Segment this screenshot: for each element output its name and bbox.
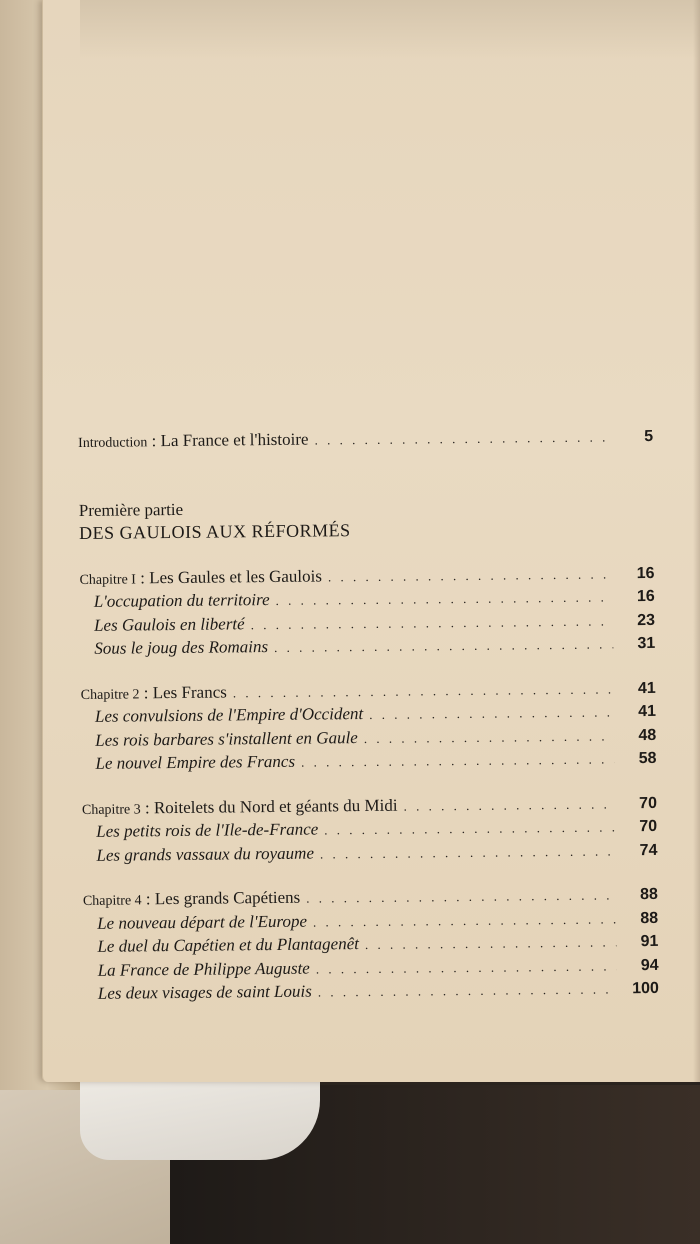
- toc-chapter-label: Chapitre I: [79, 571, 137, 588]
- toc-chapter-page: 16: [636, 564, 655, 582]
- leader-dots: [320, 843, 616, 862]
- toc-section-title: Sous le joug des Romains: [94, 637, 269, 658]
- toc-section-page: 88: [640, 909, 659, 927]
- toc-chapter-title: [82, 795, 398, 818]
- toc-chapter-page: 41: [637, 679, 656, 697]
- toc-section-title: Les grands vassaux du royaume: [96, 843, 315, 865]
- toc-section-page: 100: [632, 979, 659, 998]
- toc-chapter-text: Les Gaules et les Gaulois: [149, 565, 323, 587]
- leader-dots: [274, 636, 613, 656]
- toc-section-title: Le duel du Capétien et du Plantagenêt: [97, 934, 360, 956]
- toc-chapter-group: [82, 792, 658, 869]
- toc-section-page: 23: [637, 611, 656, 629]
- leader-dots: [403, 796, 615, 814]
- part-label: Première partie: [78, 499, 184, 520]
- toc-chapter-separator: :: [139, 682, 153, 702]
- toc-section-title: Les deux visages de saint Louis: [97, 981, 312, 1003]
- leader-dots: [314, 429, 611, 448]
- toc-intro: [78, 426, 653, 456]
- toc-chapter-page: 88: [639, 885, 658, 904]
- leader-dots: [364, 728, 615, 747]
- toc-section: [80, 633, 655, 663]
- toc-chapter-label: Chapitre 4: [82, 893, 142, 909]
- toc-section-page: 70: [639, 817, 658, 836]
- toc-chapter-label: Chapitre 3: [81, 801, 141, 818]
- toc-intro-title: [78, 430, 309, 452]
- toc-section-page: 31: [637, 634, 656, 653]
- leader-dots: [276, 589, 613, 609]
- leader-dots: [318, 981, 617, 1000]
- toc-intro-page: 5: [644, 427, 654, 446]
- toc-section-page: 16: [636, 587, 655, 606]
- toc-section-page: 74: [639, 841, 658, 859]
- leader-dots: [313, 911, 616, 930]
- toc-chapter-title: [81, 682, 227, 704]
- toc-chapter-group: [83, 884, 659, 1008]
- part-title: DES GAULOIS AUX RÉFORMÉS: [78, 519, 351, 543]
- leader-dots: [316, 958, 617, 977]
- toc-chapter-separator: :: [135, 567, 150, 587]
- toc-chapter-page: 70: [639, 794, 658, 812]
- toc-chapter-separator: :: [141, 889, 155, 909]
- toc-chapter-text: Les Francs: [152, 681, 227, 702]
- toc-section-page: 48: [638, 726, 657, 744]
- leader-dots: [365, 934, 617, 953]
- toc-intro-text: La France et l'histoire: [160, 429, 309, 451]
- toc-chapter-group: [81, 677, 657, 777]
- toc-section-page: 91: [640, 932, 659, 951]
- toc-section-page: 58: [638, 749, 657, 768]
- toc-chapter-text: Les grands Capétiens: [154, 887, 301, 909]
- toc-section-title: Les Gaulois en liberté: [93, 613, 245, 635]
- leader-dots: [324, 819, 615, 838]
- toc-chapter-separator: :: [140, 797, 154, 817]
- toc-section-title: L'occupation du territoire: [93, 590, 270, 611]
- chapters-list: [79, 562, 659, 1007]
- toc-section-title: Les convulsions de l'Empire d'Occident: [94, 704, 364, 726]
- toc-section-title: Les rois barbares s'installent en Gaule: [95, 727, 358, 750]
- toc-chapter-label: Chapitre 2: [80, 686, 140, 703]
- toc-section-title: La France de Philippe Auguste: [97, 958, 310, 980]
- leader-dots: [301, 751, 615, 770]
- table-of-contents: [78, 426, 659, 1028]
- toc-section: [81, 748, 656, 778]
- leader-dots: [328, 566, 613, 585]
- toc-chapter-group: [79, 562, 655, 662]
- toc-chapter-text: Roitelets du Nord et géants du Midi: [153, 795, 398, 817]
- toc-intro-label: Introduction: [78, 435, 148, 451]
- toc-section-title: Le nouvel Empire des Francs: [95, 751, 296, 773]
- page-top-shadow: [80, 0, 700, 60]
- toc-section-page: 94: [640, 956, 659, 974]
- toc-section-page: 41: [638, 702, 657, 721]
- leader-dots: [251, 613, 614, 633]
- toc-chapter-title: [79, 566, 322, 589]
- leader-dots: [369, 704, 614, 723]
- toc-section: [82, 839, 657, 869]
- leader-dots: [306, 887, 616, 906]
- toc-section-title: Le nouveau départ de l'Europe: [97, 911, 308, 933]
- toc-intro-separator: :: [147, 431, 161, 451]
- toc-section-title: Les petits rois de l'Ile-de-France: [96, 819, 319, 841]
- toc-section: [84, 978, 659, 1008]
- leader-dots: [233, 681, 614, 701]
- toc-chapter-title: [83, 888, 301, 910]
- page-edge-shadow: [693, 0, 700, 1082]
